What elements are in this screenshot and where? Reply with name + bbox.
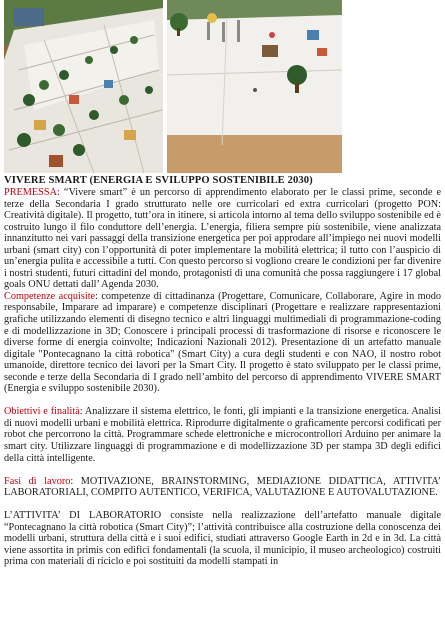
obiettivi-text: : Analizzare il sistema elettrico, le fonti, gli impianti e la transizione energetica. Analisi di nuovi modelli urbani e mobilità elettrica. Riprodurre digitalmente o graficamente percorsi codificati per robot che percorrono la città. Programmare schede elettroniche e microcontrollori Arduino per animare la smart city. Utilizzare linguaggi di programmazione e di modellizzazione 3D per stampa 3D degli edifici della città intelligente.: [4, 406, 441, 464]
smart-city-model-photo-left: [4, 0, 163, 173]
obiettivi-paragraph: [4, 406, 441, 464]
fasi-paragraph: [4, 476, 441, 499]
premessa-label: PREMESSA:: [4, 187, 60, 198]
spacer: [4, 395, 441, 407]
competenze-label: Competenze acquisite: [4, 290, 96, 302]
smart-city-model-photo-right: [167, 0, 342, 173]
obiettivi-label: Obiettivi e finalità: [4, 406, 80, 418]
attivita-paragraph: L’ATTIVITA’ DI LABORATORIO consiste nella realizzazione dell’artefatto manuale digitale “Pontecagnano la città robotica (Smart City)”; l’attività contribuisce alla costruzione della conoscenza dei modelli urbani, struttura della città e i suoi edifici, studiati attraverso Google Earth in 2d e in 3d. La città viene assortita in primis con edifici fondamentali (la scuola, il municipio, il museo archeologico) costruiti prima con materiali di riciclo e poi sostituiti da modelli stampati in: [4, 510, 441, 568]
premessa-text: “Vivere smart” è un percorso di apprendimento elaborato per le classi prime, seconde e terze della Secondaria I grado strutturato nelle ore curricolari ed extra curricolari (progetto PON: Creatività digitale). Il progetto, tutt’ora in itinere, si articola intorno al tema dello sviluppo sostenibile ed è costruito lungo il filo conduttore dell’energia. L’energia, filiera sempre più sostenibile, viene analizzata innanzitutto nei vari passaggi della transizione energetica per poi approdare all’impiego nei nuovi modelli urbani (smart city) con l’opportunità di poter implementare la mobilità elettrica; il tutto con l’auspicio di un’energia pulita e accessibile a tutti. Con questo percorso si vogliono creare le condizioni per far divenire i nostri studenti, futuri cittadini del mondo, protagonisti di una comunità che possa raggiungere i 17 global goals ONU dettati dall’ Agenda 2030.: [4, 187, 441, 291]
project-description: [4, 175, 441, 568]
fasi-text: : MOTIVAZIONE, BRAINSTORMING, MEDIAZIONE DIDATTICA, ATTIVITA’ LABORATORIALI, COMPITO AUTENTICO, VERIFICA, VALUTAZIONE E AUTOVALUTAZIONE.: [4, 475, 441, 499]
spacer: [4, 464, 441, 476]
spacer: [4, 499, 441, 511]
competenze-text: : competenze di cittadinanza (Progettare, Comunicare, Collaborare, Agire in modo responsabile, Imparare ad imparare) e competenze disciplinari (Progettare e realizzare rappresentazioni grafiche utilizzando elementi di disegno tecnico e altri linguaggi multimediali di programmazione-coding e di modellizzazione in 3D; Conoscere i principali processi di trasformazione di risorse e riconoscere le diverse forme di energia coinvolte; Indicazioni Nazionali 2012). Presentazione di un artefatto manuale digitale "Pontecagnano la città robotica" (Smart City) a cura degli studenti e con NAO, il nostro robot umanoide, direttore tecnico dei lavori per la Smart City. Il progetto è stato sviluppato per le classi prime, seconde e terze della Secondaria di I grado nell’ambito del percorso di apprendimento VIVERE SMART (Energia e sviluppo sostenibile 2030).: [4, 290, 441, 395]
fasi-label: Fasi di lavoro: [4, 475, 71, 487]
photo-strip: [4, 0, 440, 173]
competenze-paragraph: [4, 291, 441, 395]
premessa-paragraph: [4, 187, 441, 291]
document-title: VIVERE SMART (ENERGIA E SVILUPPO SOSTENIBILE 2030): [4, 175, 313, 186]
